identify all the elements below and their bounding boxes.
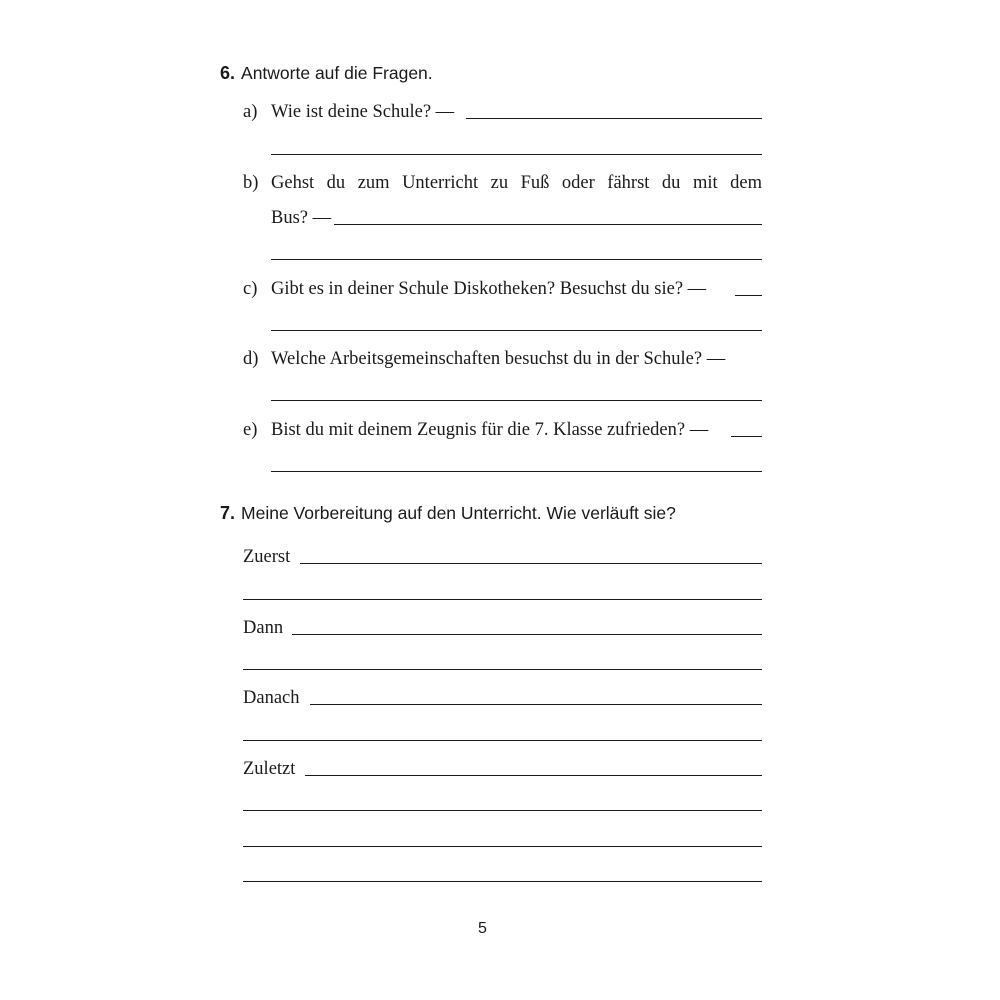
question-b-text-line1: Gehst du zum Unterricht zu Fuß oder fährst du mit dem xyxy=(271,173,762,193)
question-b-text-line2: Bus? — xyxy=(271,208,332,228)
step-danach-line-2[interactable] xyxy=(243,740,762,741)
answer-line-b-1[interactable] xyxy=(334,224,762,225)
exercise-6-title: Antworte auf die Fragen. xyxy=(241,63,433,83)
step-danach-label: Danach xyxy=(243,688,300,708)
question-d-text: Welche Arbeitsgemeinschaften besuchst du in der Schule? — xyxy=(271,349,726,369)
question-a-letter: a) xyxy=(243,102,258,122)
answer-line-a-1[interactable] xyxy=(466,118,762,119)
question-d-letter: d) xyxy=(243,349,259,369)
exercise-7-number: 7. xyxy=(220,503,236,523)
step-dann-label: Dann xyxy=(243,618,284,638)
answer-line-e-2[interactable] xyxy=(271,471,762,472)
question-b-letter: b) xyxy=(243,173,259,193)
answer-line-e-1[interactable] xyxy=(731,436,762,437)
answer-line-b-2[interactable] xyxy=(271,259,762,260)
step-dann-line-2[interactable] xyxy=(243,669,762,670)
page-number: 5 xyxy=(478,920,487,937)
question-c-letter: c) xyxy=(243,279,258,299)
step-zuerst-line-1[interactable] xyxy=(300,563,762,564)
question-c-text: Gibt es in deiner Schule Diskotheken? Besuchst du sie? — xyxy=(271,279,707,299)
step-zuletzt-line-4[interactable] xyxy=(243,881,762,882)
exercise-6-heading xyxy=(220,63,433,84)
question-a-text: Wie ist deine Schule? — xyxy=(271,102,455,122)
step-zuerst-label: Zuerst xyxy=(243,547,291,567)
step-dann-line-1[interactable] xyxy=(292,634,762,635)
exercise-7-heading xyxy=(220,503,676,524)
question-e-text: Bist du mit deinem Zeugnis für die 7. Klasse zufrieden? — xyxy=(271,420,709,440)
step-danach-line-1[interactable] xyxy=(310,704,762,705)
answer-line-a-2[interactable] xyxy=(271,154,762,155)
step-zuletzt-line-1[interactable] xyxy=(305,775,762,776)
answer-line-c-2[interactable] xyxy=(271,330,762,331)
step-zuerst-line-2[interactable] xyxy=(243,599,762,600)
step-zuletzt-line-3[interactable] xyxy=(243,846,762,847)
step-zuletzt-label: Zuletzt xyxy=(243,759,296,779)
question-e-letter: e) xyxy=(243,420,258,440)
answer-line-c-1[interactable] xyxy=(735,295,762,296)
answer-line-d-1[interactable] xyxy=(271,400,762,401)
step-zuletzt-line-2[interactable] xyxy=(243,810,762,811)
exercise-6-number: 6. xyxy=(220,63,236,83)
exercise-7-title: Meine Vorbereitung auf den Unterricht. Wie verläuft sie? xyxy=(241,503,676,523)
